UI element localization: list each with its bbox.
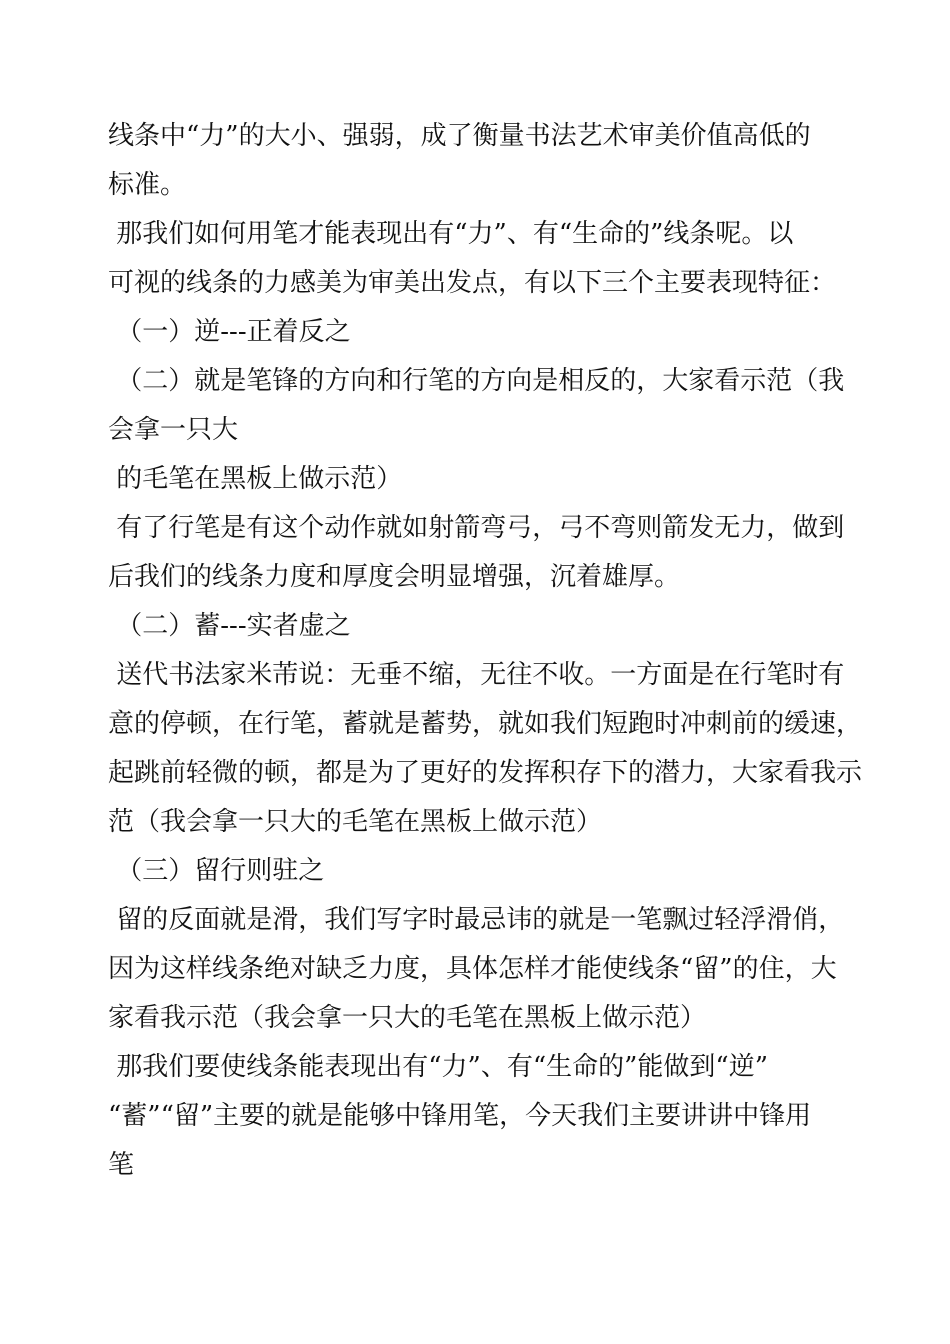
text-line: 后我们的线条力度和厚度会明显增强，沉着雄厚。 <box>108 562 681 592</box>
text-line: 因为这样线条绝对缺乏力度，具体怎样才能使线条“留”的住，大 <box>108 954 837 984</box>
text-line: 留的反面就是滑，我们写字时最忌讳的就是一笔飘过轻浮滑俏， <box>108 905 845 935</box>
text-line: 送代书法家米芾说：无垂不缩，无往不收。一方面是在行笔时有 <box>108 660 845 690</box>
text-line: 家看我示范（我会拿一只大的毛笔在黑板上做示范） <box>108 1003 707 1033</box>
text-line: 会拿一只大 <box>108 415 239 445</box>
text-line: 意的停顿，在行笔，蓄就是蓄势，就如我们短跑时冲刺前的缓速， <box>108 709 863 739</box>
text-line: 标准。 <box>108 170 187 200</box>
text-line: （三）留行则驻之 <box>108 856 325 886</box>
text-line: “蓄”“留”主要的就是能够中锋用笔，今天我们主要讲讲中锋用 <box>108 1101 812 1131</box>
document-body <box>108 112 868 1190</box>
text-line: 的毛笔在黑板上做示范） <box>108 464 403 494</box>
text-line: 笔 <box>108 1150 135 1180</box>
text-line: 线条中“力”的大小、强弱，成了衡量书法艺术审美价值高低的 <box>108 121 811 151</box>
text-line: 那我们要使线条能表现出有“力”、有“生命的”能做到“逆” <box>108 1052 769 1082</box>
text-line: 那我们如何用笔才能表现出有“力”、有“生命的”线条呢。以 <box>108 219 794 249</box>
text-line: 可视的线条的力感美为审美出发点，有以下三个主要表现特征： <box>108 268 837 298</box>
text-line: 范（我会拿一只大的毛笔在黑板上做示范） <box>108 807 603 837</box>
text-line: （一）逆---正着反之 <box>108 317 351 347</box>
text-line: （二）就是笔锋的方向和行笔的方向是相反的，大家看示范（我 <box>108 366 845 396</box>
text-line: （二）蓄---实者虚之 <box>108 611 351 641</box>
text-line: 起跳前轻微的顿，都是为了更好的发挥积存下的潜力，大家看我示 <box>108 758 863 788</box>
text-line: 有了行笔是有这个动作就如射箭弯弓，弓不弯则箭发无力，做到 <box>108 513 845 543</box>
